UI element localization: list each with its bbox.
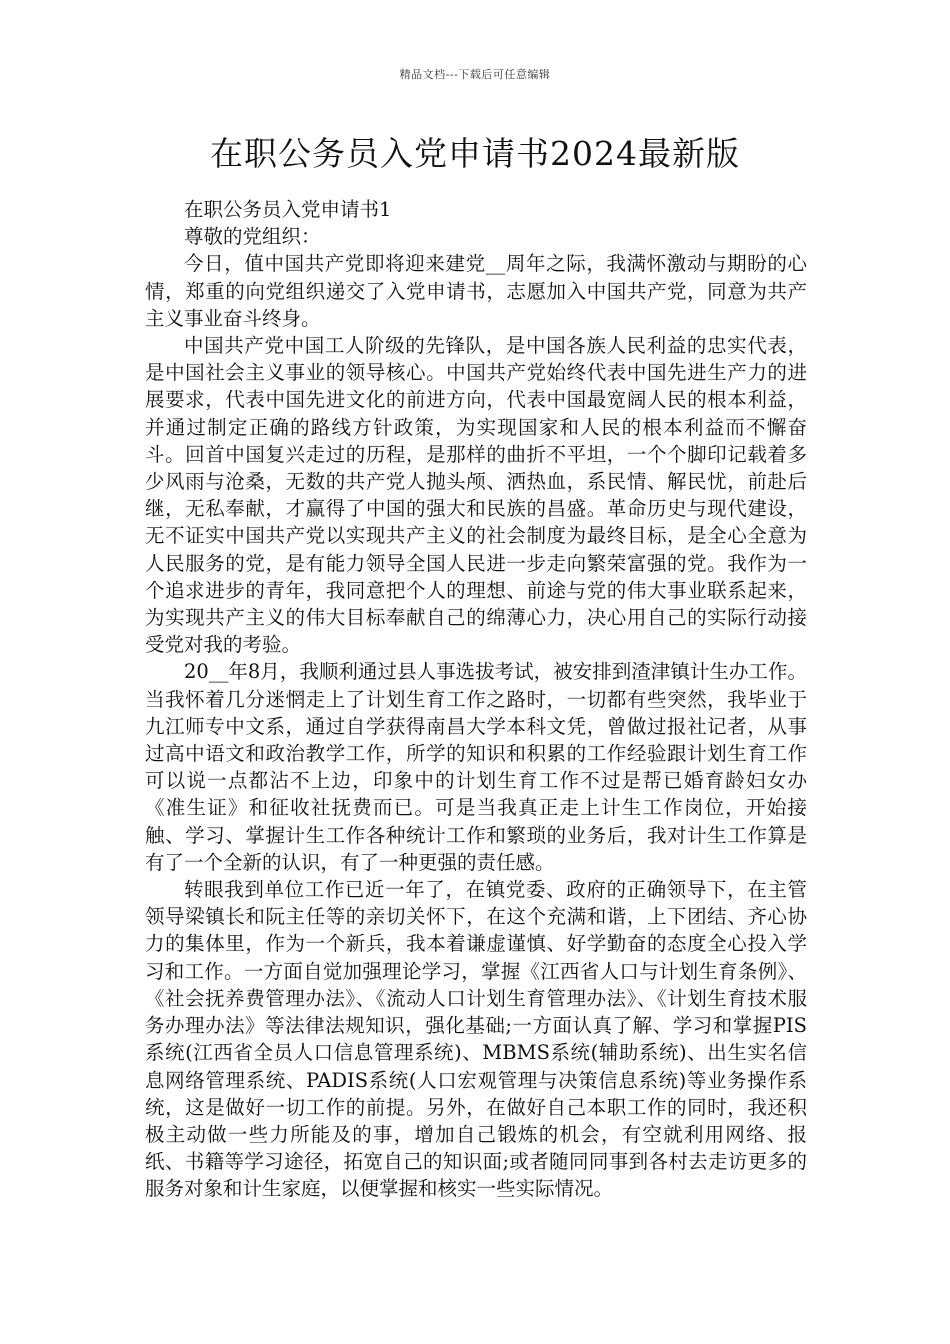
document-subtitle: 在职公务员入党申请书1 — [184, 198, 392, 221]
paragraph: 中国共产党中国工人阶级的先锋队，是中国各族人民利益的忠实代表，是中国社会主义事业的领导核心。中国共产党始终代表中国先进生产力的进展要求，代表中国先进文化的前进方向，代表中国最宽阔人民的根本利益，并通过制定正确的路线方针政策，为实现国家和人民的根本利益而不懈奋斗。回首中国复兴走过的历程，是那样的曲折不平坦，一个个脚印记载着多少风雨与沧桑，无数的共产党人抛头颅、洒热血，系民情、解民忧，前赴后继，无私奉献，才赢得了中国的强大和民族的昌盛。革命历史与现代建设，无不证实中国共产党以实现共产主义的社会制度为最终目标，是全心全意为人民服务的党，是有能力领导全国人民进一步走向繁荣富强的党。我作为一个追求进步的青年，我同意把个人的理想、前途与党的伟大事业联系起来，为实现共产主义的伟大目标奉献自己的绵薄心力，决心用自己的实际行动接受党对我的考验。 — [145, 334, 807, 657]
header-note: 精品文档---下载后可任意编辑 — [399, 68, 551, 81]
document-title: 在职公务员入党申请书2024最新版 — [210, 134, 740, 173]
paragraph: 今日，值中国共产党即将迎来建党__周年之际，我满怀激动与期盼的心情，郑重的向党组织递交了入党申请书，志愿加入中国共产党，同意为共产主义事业奋斗终身。 — [145, 252, 807, 330]
paragraph: 20__年8月，我顺利通过县人事选拔考试，被安排到渣津镇计生办工作。当我怀着几分迷惘走上了计划生育工作之路时，一切都有些突然，我毕业于九江师专中文系，通过自学获得南昌大学本科文凭，曾做过报社记者，从事过高中语文和政治教学工作，所学的知识和积累的工作经验跟计划生育工作可以说一点都沾不上边，印象中的计划生育工作不过是帮已婚育龄妇女办《准生证》和征收社抚费而已。可是当我真正走上计生工作岗位，开始接触、学习、掌握计生工作各种统计工作和繁琐的业务后，我对计生工作算是有了一个全新的认识，有了一种更强的责任感。 — [145, 660, 807, 874]
document-body — [145, 196, 807, 1203]
paragraph: 转眼我到单位工作已近一年了，在镇党委、政府的正确领导下，在主管领导梁镇长和阮主任等的亲切关怀下，在这个充满和谐，上下团结、齐心协力的集体里，作为一个新兵，我本着谦虚谨慎、好学勤奋的态度全心投入学习和工作。一方面自觉加强理论学习，掌握《江西省人口与计划生育条例》、《社会抚养费管理办法》、《流动人口计划生育管理办法》、《计划生育技术服务办理办法》等法律法规知识，强化基础;一方面认真了解、学习和掌握PIS系统(江西省全员人口信息管理系统)、MBMS系统(辅助系统)、出生实名信息网络管理系统、PADIS系统(人口宏观管理与决策信息系统)等业务操作系统，这是做好一切工作的前提。另外，在做好自己本职工作的同时，我还积极主动做一些力所能及的事，增加自己锻炼的机会，有空就利用网络、报纸、书籍等学习途径，拓宽自己的知识面;或者随同同事到各村去走访更多的服务对象和计生家庭，以便掌握和核实一些实际情况。 — [145, 878, 807, 1201]
salutation: 尊敬的党组织： — [184, 225, 321, 249]
